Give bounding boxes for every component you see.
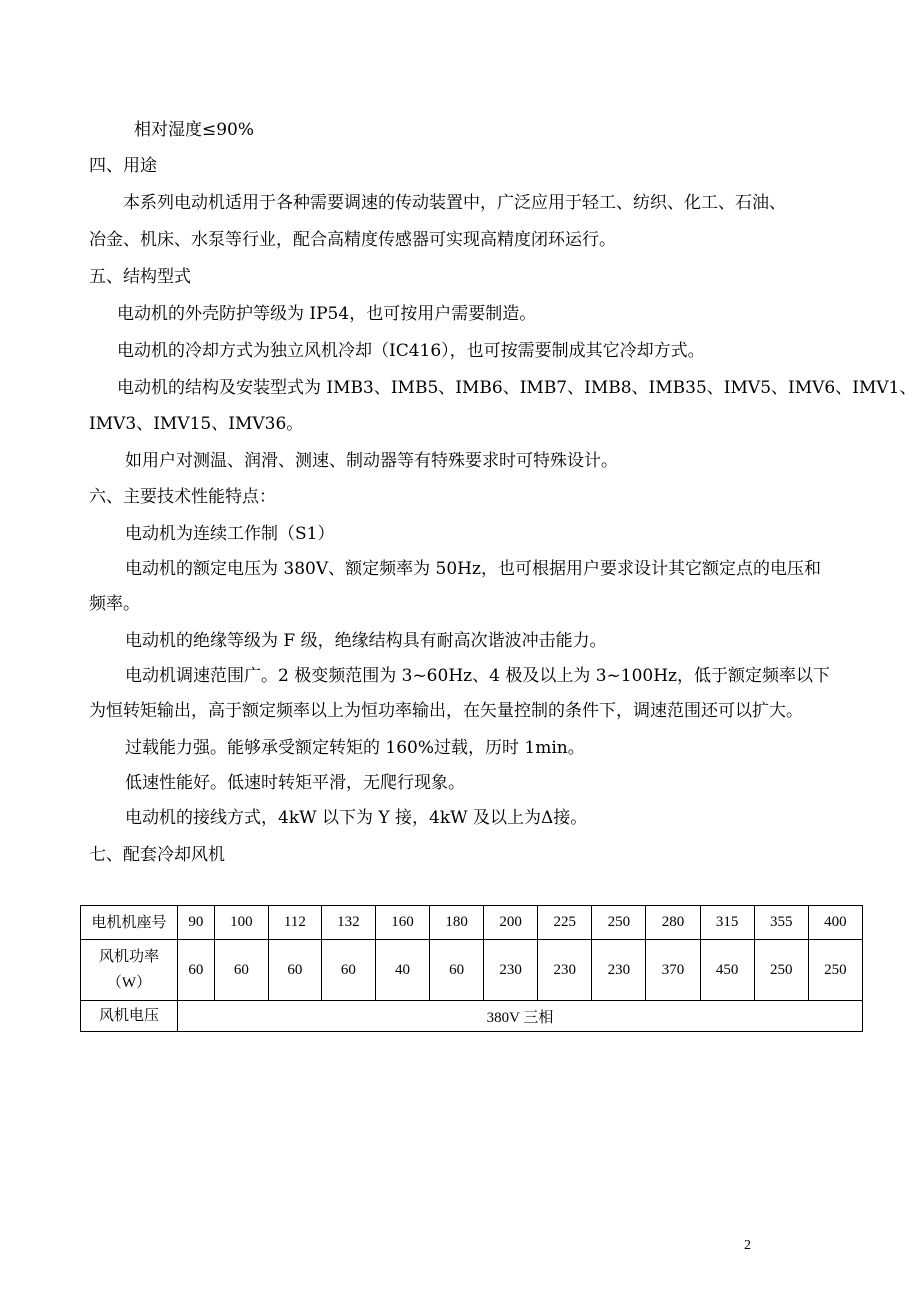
frame-size-cell: 160 (375, 906, 429, 940)
frame-size-cell: 200 (484, 906, 538, 940)
section-6-paragraph-4-line2: 为恒转矩输出，高于额定频率以上为恒功率输出，在矢量控制的条件下，调速范围还可以扩大。 (89, 701, 803, 721)
fan-power-label-line2: （W） (106, 975, 152, 991)
section-6-paragraph-2-line1: 电动机的额定电压为 380V、额定频率为 50Hz，也可根据用户要求设计其它额定点的电压和 (125, 559, 821, 579)
frame-size-cell: 180 (430, 906, 484, 940)
frame-size-cell: 315 (700, 906, 754, 940)
section-6-paragraph-4-line1: 电动机调速范围广。2 极变频范围为 3~60Hz、4 极及以上为 3~100Hz，低于额定频率以下 (125, 666, 831, 686)
fan-power-cell: 60 (268, 940, 321, 1001)
section-5-title: 五、结构型式 (89, 267, 191, 287)
frame-size-cell: 225 (538, 906, 592, 940)
section-7-title: 七、配套冷却风机 (89, 845, 225, 865)
fan-power-cell: 230 (592, 940, 646, 1001)
fan-power-cell: 230 (484, 940, 538, 1001)
section-5-paragraph-4: 如用户对测温、润滑、测速、制动器等有特殊要求时可特殊设计。 (125, 451, 618, 471)
cooling-fan-table (80, 905, 863, 1032)
fan-power-label (81, 940, 178, 1001)
frame-size-label: 电机机座号 (81, 906, 178, 940)
fan-power-cell: 60 (430, 940, 484, 1001)
section-4-paragraph-line2: 冶金、机床、水泵等行业，配合高精度传感器可实现高精度闭环运行。 (89, 230, 616, 250)
fan-voltage-value: 380V 三相 (178, 1001, 863, 1032)
page-number: 2 (744, 1238, 751, 1253)
frame-size-cell: 132 (321, 906, 375, 940)
section-6-paragraph-7: 电动机的接线方式，4kW 以下为 Y 接，4kW 及以上为Δ接。 (125, 808, 588, 828)
frame-size-cell: 90 (178, 906, 215, 940)
section-5-paragraph-3-line2: IMV3、IMV15、IMV36。 (89, 414, 304, 434)
section-6-title: 六、主要技术性能特点： (89, 487, 276, 507)
section-6-paragraph-5: 过载能力强。能够承受额定转矩的 160%过载，历时 1min。 (125, 738, 585, 758)
fan-voltage-row (81, 1001, 863, 1032)
section-5-paragraph-1: 电动机的外壳防护等级为 IP54，也可按用户需要制造。 (117, 304, 537, 324)
frame-size-cell: 250 (592, 906, 646, 940)
frame-size-row (81, 906, 863, 940)
frame-size-cell: 112 (268, 906, 321, 940)
section-4-paragraph-line1: 本系列电动机适用于各种需要调速的传动装置中，广泛应用于轻工、纺织、化工、石油、 (123, 193, 786, 213)
section-6-paragraph-3: 电动机的绝缘等级为 F 级，绝缘结构具有耐高次谐波冲击能力。 (125, 631, 607, 651)
fan-power-cell: 250 (808, 940, 862, 1001)
fan-power-cell: 450 (700, 940, 754, 1001)
section-6-paragraph-6: 低速性能好。低速时转矩平滑，无爬行现象。 (125, 773, 465, 793)
fan-power-cell: 250 (754, 940, 808, 1001)
section-6-paragraph-2-line2: 频率。 (89, 594, 140, 614)
fan-power-cell: 60 (321, 940, 375, 1001)
fan-power-cell: 60 (214, 940, 268, 1001)
fan-voltage-label: 风机电压 (81, 1001, 178, 1032)
fan-power-row (81, 940, 863, 1001)
fan-power-cell: 60 (178, 940, 215, 1001)
fan-power-cell: 40 (375, 940, 429, 1001)
humidity-line: 相对湿度≤90% (134, 120, 255, 140)
frame-size-cell: 400 (808, 906, 862, 940)
frame-size-cell: 355 (754, 906, 808, 940)
section-5-paragraph-2: 电动机的冷却方式为独立风机冷却（IC416），也可按需要制成其它冷却方式。 (117, 341, 705, 361)
frame-size-cell: 100 (214, 906, 268, 940)
frame-size-cell: 280 (646, 906, 700, 940)
section-4-title: 四、用途 (89, 156, 157, 176)
fan-power-cell: 230 (538, 940, 592, 1001)
fan-power-label-line1: 风机功率 (98, 949, 159, 965)
section-5-paragraph-3-line1: 电动机的结构及安装型式为 IMB3、IMB5、IMB6、IMB7、IMB8、IMB35、IMV5、IMV6、IMV1、 (117, 378, 917, 398)
section-6-paragraph-1: 电动机为连续工作制（S1） (125, 524, 335, 544)
fan-power-cell: 370 (646, 940, 700, 1001)
